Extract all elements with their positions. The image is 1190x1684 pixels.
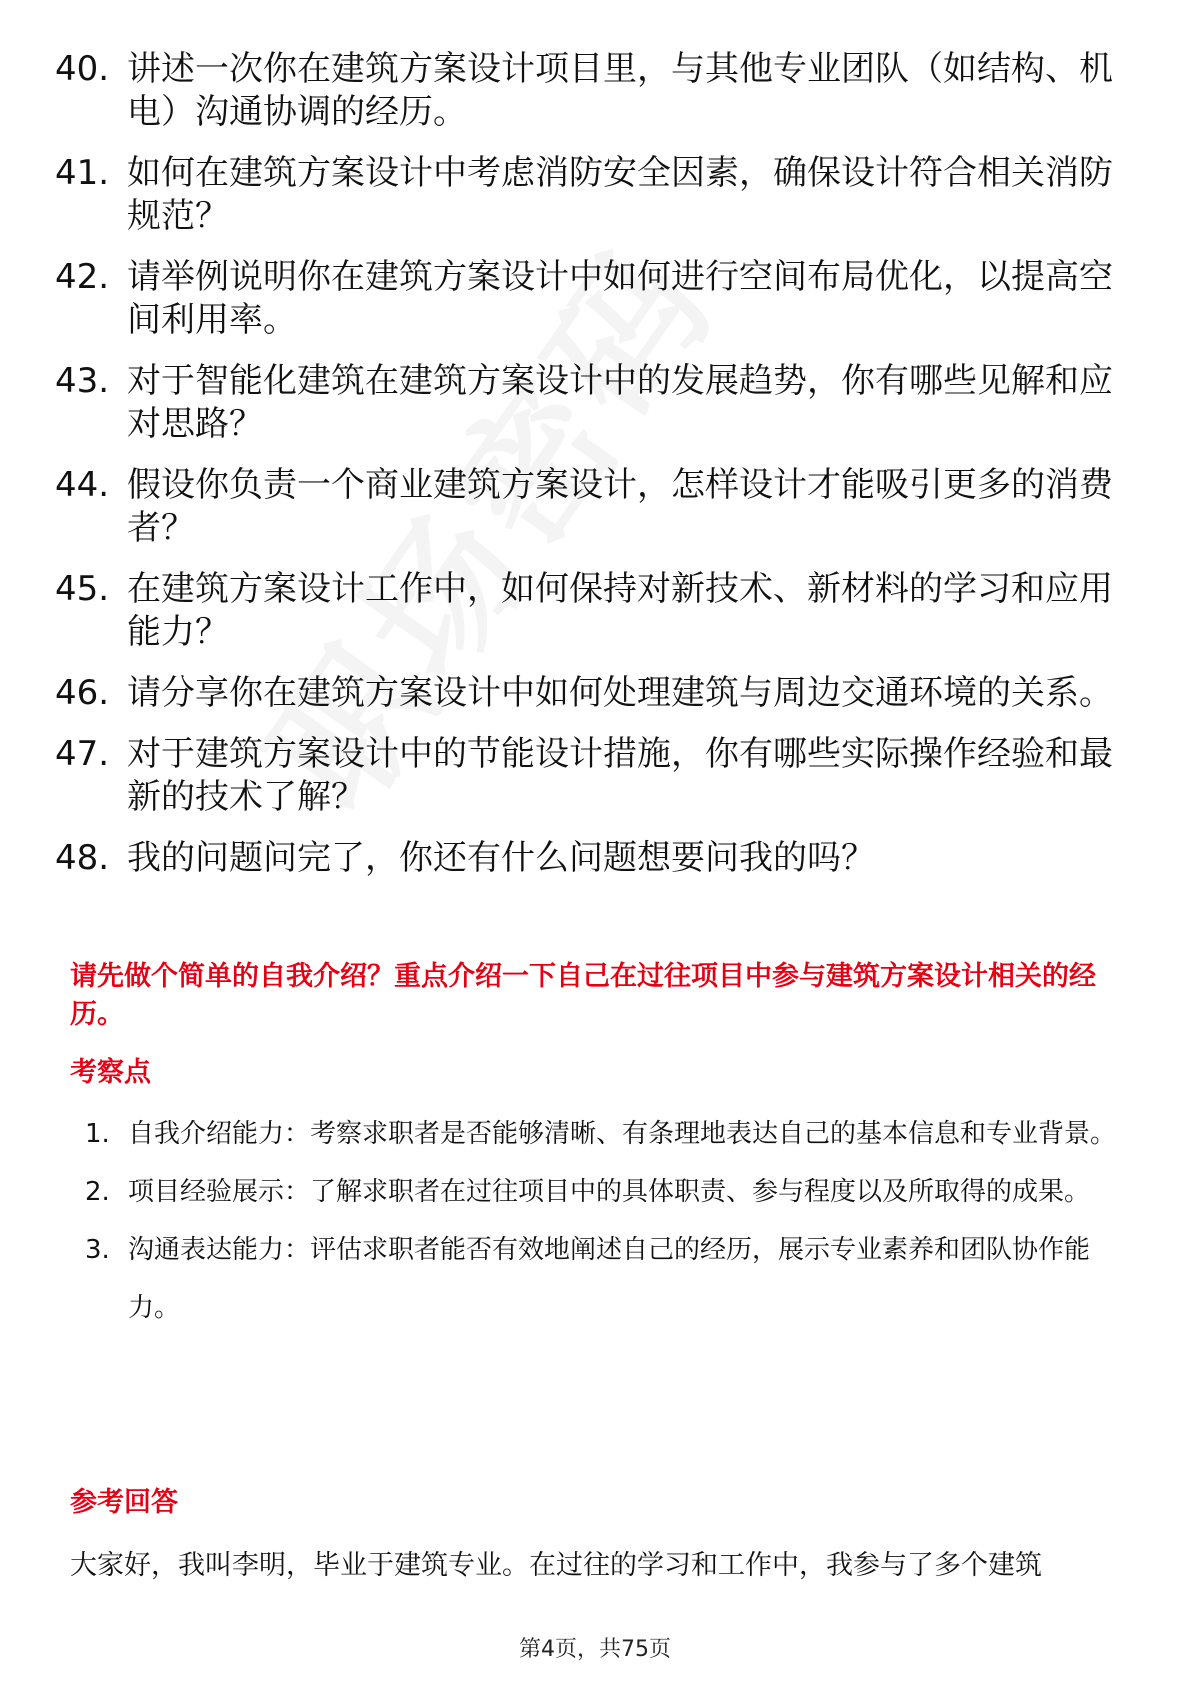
focus-point-list — [85, 1105, 1120, 1337]
question-number: 42. — [55, 257, 110, 297]
question-item — [55, 672, 1135, 715]
question-item — [55, 464, 1135, 550]
question-number: 47. — [55, 734, 110, 774]
focus-point-number: 1. — [85, 1119, 110, 1149]
question-number: 46. — [55, 673, 110, 713]
answer-text: 大家好，我叫李明，毕业于建筑专业。在过往的学习和工作中，我参与了多个建筑 — [70, 1550, 1042, 1581]
focus-point — [85, 1105, 1120, 1163]
question-item — [55, 568, 1135, 654]
focus-point-text: 自我介绍能力：考察求职者是否能够清晰、有条理地表达自己的基本信息和专业背景。 — [128, 1119, 1117, 1149]
focus-section-title: 考察点 — [70, 1057, 151, 1088]
question-text: 对于智能化建筑在建筑方案设计中的发展趋势，你有哪些见解和应对思路？ — [127, 361, 1113, 444]
focus-point — [85, 1221, 1120, 1337]
focus-point-number: 2. — [85, 1177, 110, 1207]
question-number: 44. — [55, 465, 110, 505]
question-item — [55, 733, 1135, 819]
question-number: 45. — [55, 569, 110, 609]
focus-point-text: 沟通表达能力：评估求职者能否有效地阐述自己的经历，展示专业素养和团队协作能力。 — [128, 1235, 1091, 1323]
question-text: 讲述一次你在建筑方案设计项目里，与其他专业团队（如结构、机电）沟通协调的经历。 — [127, 49, 1113, 132]
question-item — [55, 152, 1135, 238]
question-text: 请举例说明你在建筑方案设计中如何进行空间布局优化，以提高空间利用率。 — [127, 257, 1113, 340]
focus-point-number: 3. — [85, 1235, 110, 1265]
answer-section-title: 参考回答 — [70, 1487, 178, 1518]
question-number: 40. — [55, 49, 110, 89]
question-text: 对于建筑方案设计中的节能设计措施，你有哪些实际操作经验和最新的技术了解？ — [127, 734, 1113, 817]
question-list — [55, 48, 1135, 898]
page-footer: 第4页，共75页 — [519, 1637, 671, 1662]
focus-point-text: 项目经验展示：了解求职者在过往项目中的具体职责、参与程度以及所取得的成果。 — [128, 1177, 1091, 1207]
question-text: 我的问题问完了，你还有什么问题想要问我的吗？ — [127, 838, 875, 878]
question-item — [55, 256, 1135, 342]
question-text: 假设你负责一个商业建筑方案设计，怎样设计才能吸引更多的消费者？ — [127, 465, 1113, 548]
question-item — [55, 837, 1135, 880]
question-number: 48. — [55, 838, 110, 878]
question-number: 41. — [55, 153, 110, 193]
question-item — [55, 360, 1135, 446]
question-text: 如何在建筑方案设计中考虑消防安全因素，确保设计符合相关消防规范？ — [127, 153, 1113, 236]
question-text: 请分享你在建筑方案设计中如何处理建筑与周边交通环境的关系。 — [127, 673, 1113, 713]
question-number: 43. — [55, 361, 110, 401]
question-text: 在建筑方案设计工作中，如何保持对新技术、新材料的学习和应用能力？ — [127, 569, 1113, 652]
focus-point — [85, 1163, 1120, 1221]
question-item — [55, 48, 1135, 134]
highlight-question: 请先做个简单的自我介绍？重点介绍一下自己在过往项目中参与建筑方案设计相关的经历。 — [70, 961, 1096, 1030]
